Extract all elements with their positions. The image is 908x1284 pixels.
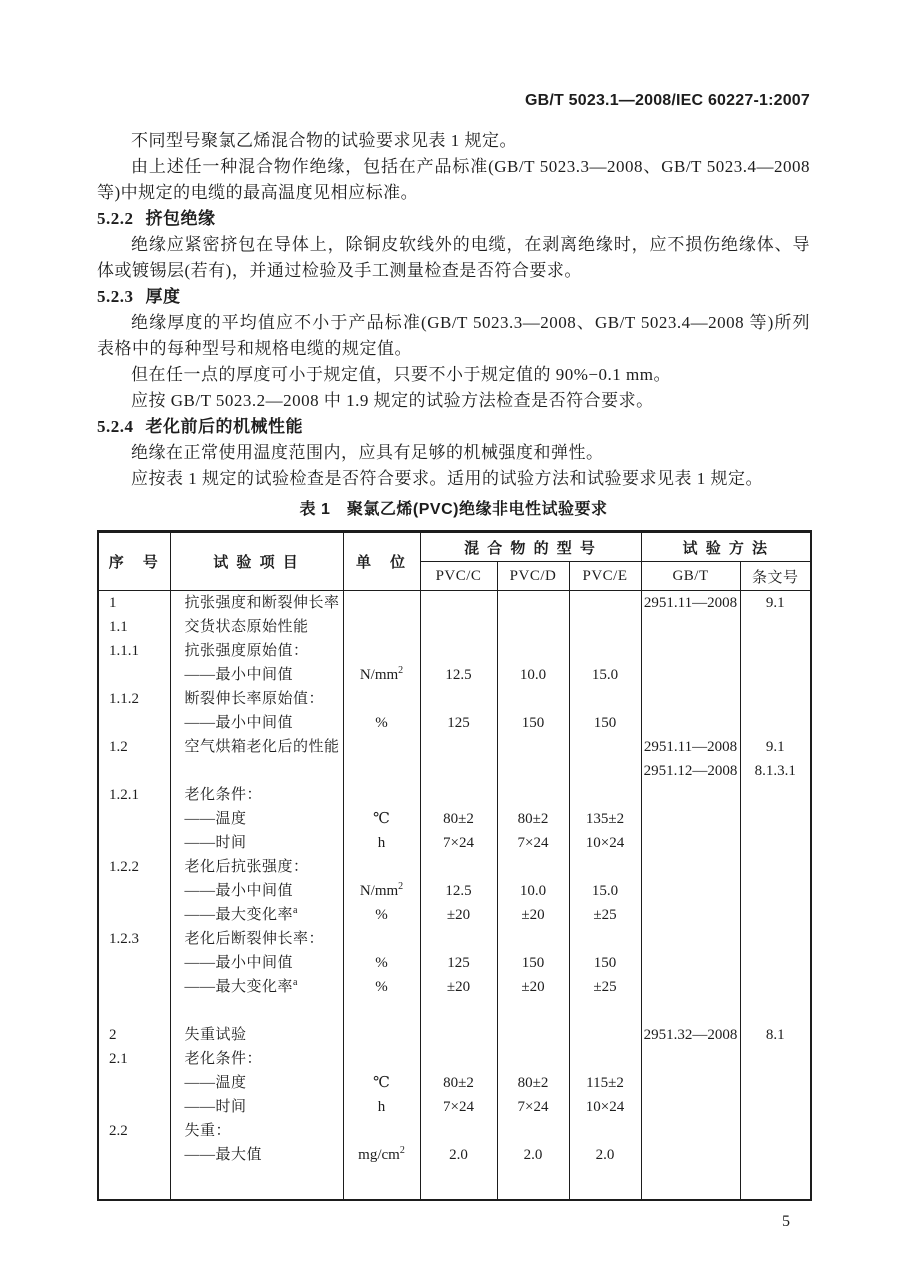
table-cell — [740, 807, 811, 831]
table-cell — [641, 783, 740, 807]
table-row — [98, 807, 811, 831]
table-row — [98, 951, 811, 975]
document-code: GB/T 5023.1—2008/IEC 60227-1:2007 — [525, 92, 810, 109]
table-cell — [343, 783, 420, 807]
table-cell — [569, 591, 641, 616]
table-cell — [98, 1143, 170, 1167]
table-cell — [641, 1047, 740, 1071]
table-cell: 80±2 — [420, 807, 497, 831]
table-cell: ——最小中间值 — [170, 879, 343, 903]
table-body — [98, 591, 811, 1201]
table-cell — [641, 831, 740, 855]
paragraph: 由上述任一种混合物作绝缘，包括在产品标准(GB/T 5023.3—2008、GB/T 5023.4—2008 等)中规定的电缆的最高温度见相应标准。 — [97, 157, 810, 202]
table-cell — [497, 615, 569, 639]
section-heading — [97, 206, 810, 232]
table-cell — [343, 591, 420, 616]
table-cell — [497, 1167, 569, 1200]
header-group-test-method: 试 验 方 法 — [641, 532, 811, 562]
table-cell: 7×24 — [420, 831, 497, 855]
table-cell — [343, 855, 420, 879]
table-cell: 老化后抗张强度： — [170, 855, 343, 879]
table-cell — [170, 1167, 343, 1200]
table-cell — [420, 1167, 497, 1200]
table-cell: 2.0 — [420, 1143, 497, 1167]
table-cell — [343, 1119, 420, 1143]
table-cell — [98, 1095, 170, 1119]
table-cell — [98, 663, 170, 687]
paragraph: 绝缘在正常使用温度范围内，应具有足够的机械强度和弹性。 — [131, 443, 604, 462]
table-row — [98, 591, 811, 616]
table-cell — [98, 831, 170, 855]
table-cell: 12.5 — [420, 879, 497, 903]
table-row — [98, 927, 811, 951]
table-cell — [420, 615, 497, 639]
table-cell — [740, 999, 811, 1023]
table-cell: 12.5 — [420, 663, 497, 687]
table-cell: ——温度 — [170, 1071, 343, 1095]
table-cell — [641, 663, 740, 687]
table-cell: 150 — [569, 711, 641, 735]
table-cell — [641, 807, 740, 831]
section-heading — [97, 284, 810, 310]
table-cell: ±20 — [420, 975, 497, 999]
table-row — [98, 1119, 811, 1143]
table-cell — [740, 1047, 811, 1071]
table-row — [98, 903, 811, 927]
table-cell: 老化条件： — [170, 1047, 343, 1071]
table-row — [98, 1167, 811, 1200]
table-cell — [641, 999, 740, 1023]
table-cell: 1.1.2 — [98, 687, 170, 711]
table-cell: 150 — [497, 711, 569, 735]
table-cell: 135±2 — [569, 807, 641, 831]
table-cell: % — [343, 903, 420, 927]
table-cell — [343, 1047, 420, 1071]
table-cell: 80±2 — [420, 1071, 497, 1095]
table-cell: 2951.11—2008 — [641, 591, 740, 616]
table-cell — [497, 1023, 569, 1047]
table-cell — [740, 903, 811, 927]
table-cell — [641, 855, 740, 879]
table-cell: 失重： — [170, 1119, 343, 1143]
section-title: 老化前后的机械性能 — [145, 417, 303, 436]
table-cell — [497, 1119, 569, 1143]
table-cell: 150 — [569, 951, 641, 975]
table-cell — [343, 615, 420, 639]
table-row — [98, 1047, 811, 1071]
table-cell: 10×24 — [569, 1095, 641, 1119]
table-cell: ±25 — [569, 975, 641, 999]
section-title: 厚度 — [145, 287, 181, 306]
table-cell — [569, 687, 641, 711]
table-cell — [497, 591, 569, 616]
table-cell — [740, 1119, 811, 1143]
table-cell: 老化条件： — [170, 783, 343, 807]
table-cell: 8.1 — [740, 1023, 811, 1047]
table-cell: ——最小中间值 — [170, 711, 343, 735]
header-cell-unit: 单 位 — [343, 532, 420, 591]
section-number: 5.2.2 — [97, 209, 134, 228]
table-header-row — [98, 532, 811, 562]
header-cell-item: 试 验 项 目 — [170, 532, 343, 591]
table-cell — [641, 879, 740, 903]
table-cell — [740, 951, 811, 975]
table-cell: 7×24 — [420, 1095, 497, 1119]
table-cell: 1 — [98, 591, 170, 616]
table-cell: 80±2 — [497, 807, 569, 831]
table-cell: 1.1 — [98, 615, 170, 639]
header-cell-clause: 条文号 — [740, 562, 811, 591]
table-cell — [740, 687, 811, 711]
table-cell — [569, 1119, 641, 1143]
table-row — [98, 1143, 811, 1167]
table-cell — [420, 1047, 497, 1071]
table-cell — [170, 999, 343, 1023]
table-cell: 9.1 — [740, 735, 811, 759]
table-cell: ±20 — [420, 903, 497, 927]
table-cell: 7×24 — [497, 1095, 569, 1119]
table-cell — [569, 639, 641, 663]
paragraph: 应按 GB/T 5023.2—2008 中 1.9 规定的试验方法检查是否符合要求。 — [131, 391, 654, 410]
table-row — [98, 831, 811, 855]
table-cell: 10.0 — [497, 663, 569, 687]
table-cell — [420, 927, 497, 951]
table-cell — [740, 879, 811, 903]
section-title: 挤包绝缘 — [145, 209, 216, 228]
table-cell: 125 — [420, 711, 497, 735]
table-cell: 1.2.1 — [98, 783, 170, 807]
requirements-table — [97, 530, 812, 1201]
table-row — [98, 1071, 811, 1095]
paragraph: 绝缘应紧密挤包在导体上，除铜皮软线外的电缆，在剥离绝缘时，应不损伤绝缘体、导体或镀锡层(若有)，并通过检验及手工测量检查是否符合要求。 — [97, 235, 810, 280]
table-cell: ——最小中间值 — [170, 663, 343, 687]
paragraph: 不同型号聚氯乙烯混合物的试验要求见表 1 规定。 — [131, 131, 517, 150]
table-cell — [98, 711, 170, 735]
table-cell: $mg/cm^2$ — [343, 1143, 420, 1167]
table-cell — [740, 855, 811, 879]
header-cell-pvc-d: PVC/D — [497, 562, 569, 591]
table-cell — [641, 927, 740, 951]
table-cell: 8.1.3.1 — [740, 759, 811, 783]
table-cell: ±25 — [569, 903, 641, 927]
table-cell — [497, 783, 569, 807]
paragraph: 应按表 1 规定的试验检查是否符合要求。适用的试验方法和试验要求见表 1 规定。 — [131, 469, 763, 488]
table-cell — [740, 783, 811, 807]
table-cell: 2951.32—2008 — [641, 1023, 740, 1047]
table-cell — [740, 1095, 811, 1119]
table-cell — [343, 1023, 420, 1047]
table-cell — [740, 639, 811, 663]
table-row — [98, 1095, 811, 1119]
table-cell: $N/mm^2$ — [343, 663, 420, 687]
table-cell — [420, 591, 497, 616]
table-cell — [98, 1071, 170, 1095]
section-heading — [97, 414, 810, 440]
table-cell: 2951.11—2008 — [641, 735, 740, 759]
table-cell: ——时间 — [170, 1095, 343, 1119]
table-cell — [420, 783, 497, 807]
table-cell — [740, 1071, 811, 1095]
table-cell: 抗张强度和断裂伸长率 — [170, 591, 343, 616]
table-cell: % — [343, 711, 420, 735]
table-cell: 1.2.3 — [98, 927, 170, 951]
section-number: 5.2.4 — [97, 417, 134, 436]
table-cell — [98, 1167, 170, 1200]
table-cell — [420, 759, 497, 783]
table-cell — [170, 759, 343, 783]
table-cell — [740, 711, 811, 735]
table-cell — [497, 855, 569, 879]
table-cell: ——最大变化率$^a$ — [170, 903, 343, 927]
table-cell: 10×24 — [569, 831, 641, 855]
table-cell — [740, 1143, 811, 1167]
table-cell: 2 — [98, 1023, 170, 1047]
table-cell — [343, 1167, 420, 1200]
table-cell — [641, 1095, 740, 1119]
table-cell: ±20 — [497, 903, 569, 927]
table-cell — [343, 735, 420, 759]
table-row — [98, 711, 811, 735]
table-row — [98, 615, 811, 639]
table-cell: 抗张强度原始值： — [170, 639, 343, 663]
table-cell — [343, 639, 420, 663]
table-cell — [641, 903, 740, 927]
table-cell: 10.0 — [497, 879, 569, 903]
table-cell — [740, 975, 811, 999]
table-cell — [740, 831, 811, 855]
table-cell: ——最小中间值 — [170, 951, 343, 975]
table-cell — [641, 711, 740, 735]
table-cell — [497, 735, 569, 759]
page-number: 5 — [782, 1213, 790, 1230]
table-cell — [343, 759, 420, 783]
table-cell: ±20 — [497, 975, 569, 999]
table-cell: ——时间 — [170, 831, 343, 855]
table-cell — [420, 1023, 497, 1047]
table-row — [98, 855, 811, 879]
table-cell: 2.0 — [497, 1143, 569, 1167]
table-cell: 交货状态原始性能 — [170, 615, 343, 639]
table-cell — [420, 639, 497, 663]
table-cell — [420, 735, 497, 759]
header-cell-pvc-c: PVC/C — [420, 562, 497, 591]
table-cell: 2.1 — [98, 1047, 170, 1071]
table-row — [98, 663, 811, 687]
table-row — [98, 687, 811, 711]
table-cell — [641, 639, 740, 663]
body-text — [97, 128, 810, 492]
table-cell — [420, 1119, 497, 1143]
table-cell: ℃ — [343, 1071, 420, 1095]
table-cell: 2951.12—2008 — [641, 759, 740, 783]
table-cell — [497, 759, 569, 783]
table-cell: ——最大值 — [170, 1143, 343, 1167]
table-cell: 1.2 — [98, 735, 170, 759]
table-cell — [497, 927, 569, 951]
table-cell — [343, 927, 420, 951]
table-cell — [98, 807, 170, 831]
table-cell — [569, 855, 641, 879]
table-cell — [343, 999, 420, 1023]
table-cell — [98, 951, 170, 975]
table-cell: 2.0 — [569, 1143, 641, 1167]
table-cell: 1.1.1 — [98, 639, 170, 663]
table-cell: ——最大变化率$^a$ — [170, 975, 343, 999]
table-cell — [497, 687, 569, 711]
table-cell — [641, 1143, 740, 1167]
header-cell-seq: 序 号 — [98, 532, 170, 591]
table-cell — [98, 903, 170, 927]
table-cell — [497, 999, 569, 1023]
table-cell — [98, 999, 170, 1023]
table-cell — [740, 615, 811, 639]
table-cell: 2.2 — [98, 1119, 170, 1143]
table-cell: h — [343, 1095, 420, 1119]
table-cell — [98, 975, 170, 999]
header-group-mixture-type: 混 合 物 的 型 号 — [420, 532, 641, 562]
table-row — [98, 783, 811, 807]
table-cell: 80±2 — [497, 1071, 569, 1095]
table-cell — [641, 1071, 740, 1095]
table-row — [98, 759, 811, 783]
table-cell: 7×24 — [497, 831, 569, 855]
table-cell — [569, 1023, 641, 1047]
table-cell: 失重试验 — [170, 1023, 343, 1047]
table-cell: 15.0 — [569, 879, 641, 903]
table-cell: ——温度 — [170, 807, 343, 831]
table-cell — [420, 687, 497, 711]
table-cell — [343, 687, 420, 711]
table-cell: 老化后断裂伸长率： — [170, 927, 343, 951]
table-cell — [569, 927, 641, 951]
table-cell — [497, 639, 569, 663]
table-row — [98, 735, 811, 759]
table-row — [98, 1023, 811, 1047]
table-row — [98, 879, 811, 903]
table-cell — [740, 663, 811, 687]
header-cell-pvc-e: PVC/E — [569, 562, 641, 591]
table-cell: 空气烘箱老化后的性能 — [170, 735, 343, 759]
table-cell — [420, 855, 497, 879]
table-cell: 150 — [497, 951, 569, 975]
table-cell — [569, 1047, 641, 1071]
table-header — [98, 532, 811, 591]
table-cell — [569, 735, 641, 759]
table-row — [98, 975, 811, 999]
table-cell: 15.0 — [569, 663, 641, 687]
table-cell — [740, 927, 811, 951]
table-cell: $N/mm^2$ — [343, 879, 420, 903]
table-cell — [641, 687, 740, 711]
table-cell — [641, 615, 740, 639]
table-row — [98, 999, 811, 1023]
table-cell — [569, 783, 641, 807]
table-cell: % — [343, 975, 420, 999]
table-cell — [420, 999, 497, 1023]
table-cell — [641, 1119, 740, 1143]
table-cell: 115±2 — [569, 1071, 641, 1095]
table-cell — [569, 999, 641, 1023]
table-cell: 125 — [420, 951, 497, 975]
paragraph: 绝缘厚度的平均值应不小于产品标准(GB/T 5023.3—2008、GB/T 5023.4—2008 等)所列表格中的每种型号和规格电缆的规定值。 — [97, 313, 810, 358]
table-cell — [740, 1167, 811, 1200]
table-cell — [497, 1047, 569, 1071]
table-cell — [569, 615, 641, 639]
table-cell — [641, 951, 740, 975]
table-caption: 表 1 聚氯乙烯(PVC)绝缘非电性试验要求 — [299, 501, 608, 518]
table-cell: 9.1 — [740, 591, 811, 616]
table-cell: ℃ — [343, 807, 420, 831]
table-cell — [569, 1167, 641, 1200]
section-number: 5.2.3 — [97, 287, 134, 306]
table-row — [98, 639, 811, 663]
table-cell — [98, 879, 170, 903]
table-cell — [641, 1167, 740, 1200]
table-cell — [98, 759, 170, 783]
table-cell: % — [343, 951, 420, 975]
table-cell: h — [343, 831, 420, 855]
table-cell — [569, 759, 641, 783]
paragraph: 但在任一点的厚度可小于规定值，只要不小于规定值的 90%−0.1 mm。 — [131, 365, 671, 384]
header-cell-gbt: GB/T — [641, 562, 740, 591]
table-cell: 1.2.2 — [98, 855, 170, 879]
table-cell — [641, 975, 740, 999]
table-cell: 断裂伸长率原始值： — [170, 687, 343, 711]
